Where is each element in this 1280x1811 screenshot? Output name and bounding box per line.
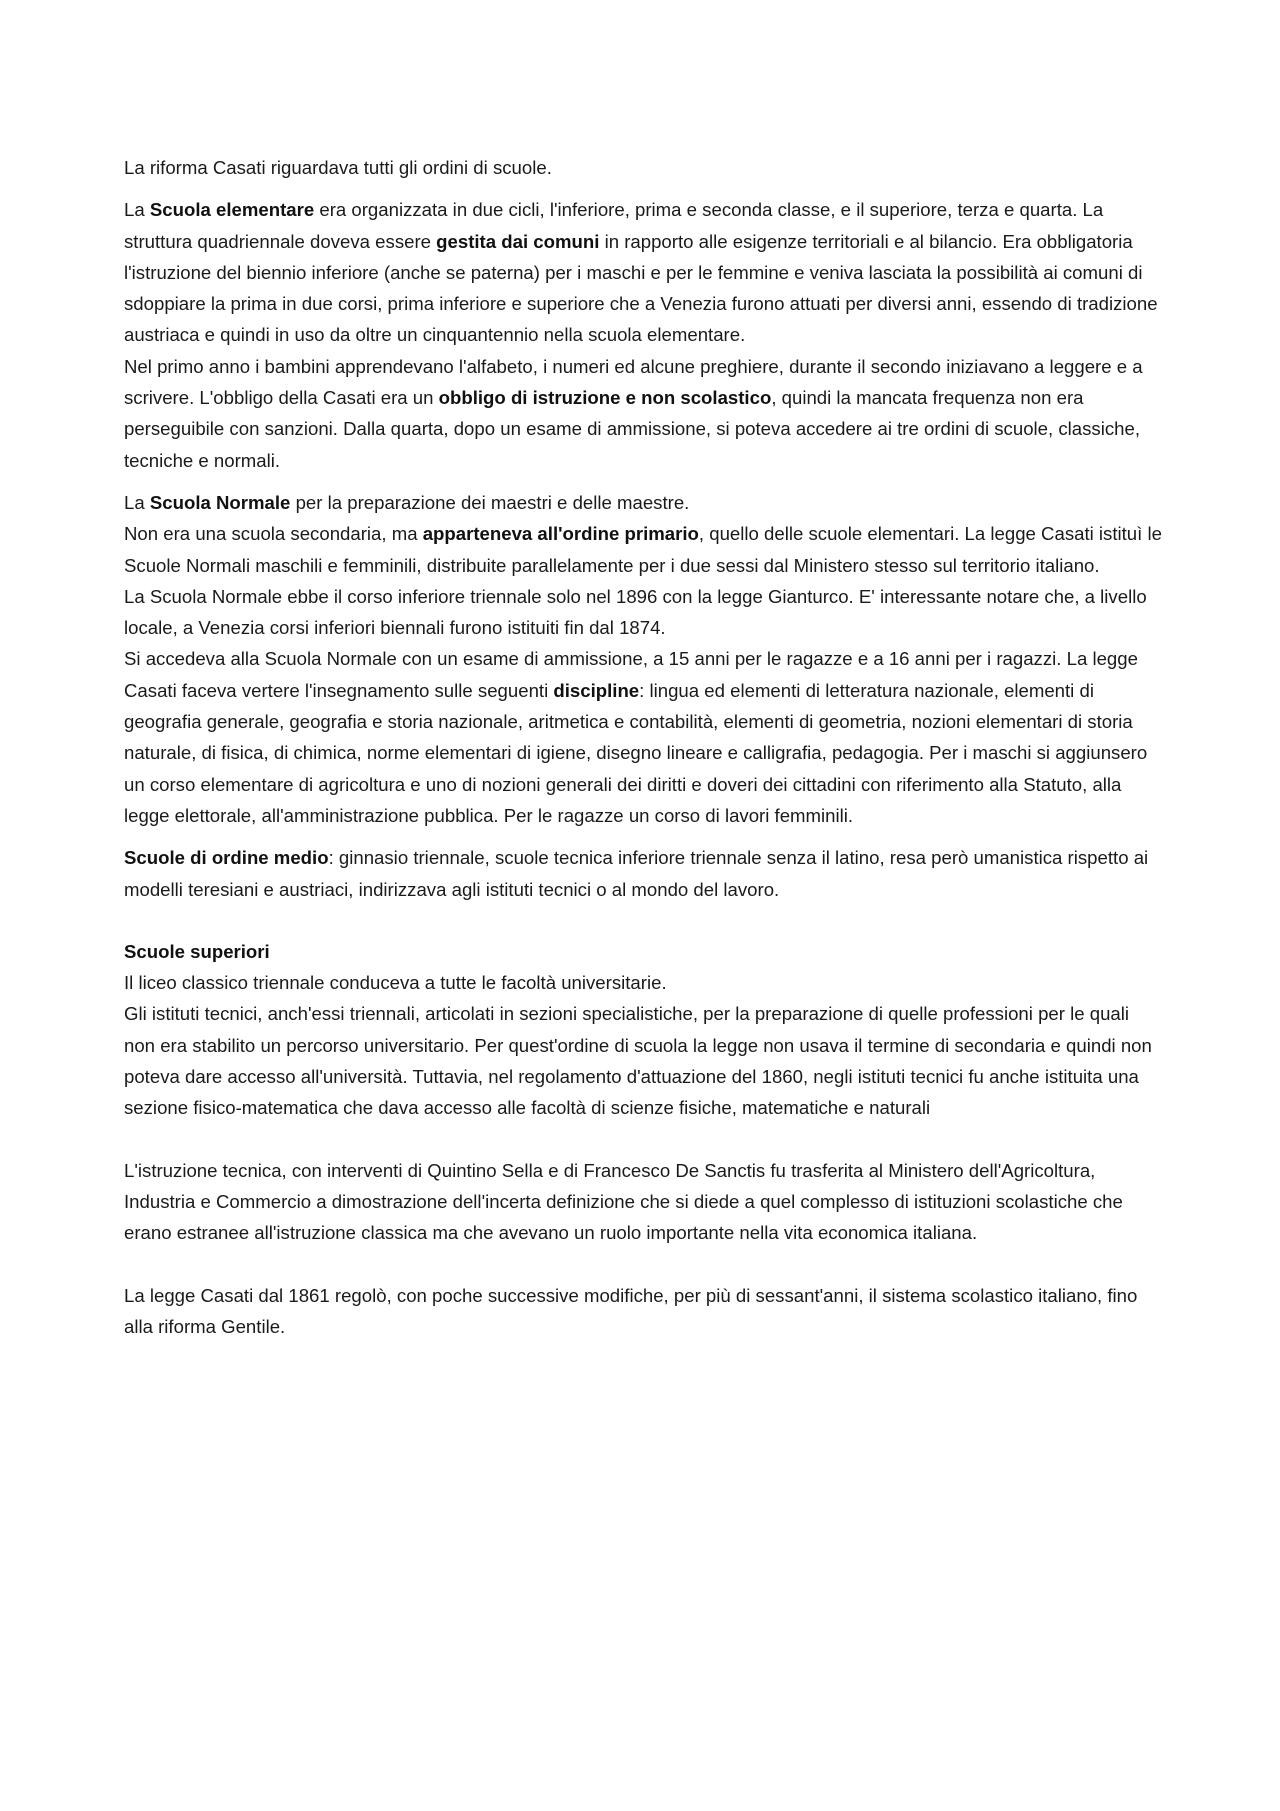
- bold-term: apparteneva all'ordine primario: [422, 523, 699, 545]
- paragraph-ordine-primario: [124, 518, 1164, 581]
- text-run: Non era una scuola secondaria, ma: [124, 523, 423, 545]
- text-run: Si accedeva alla Scuola Normale con un esame di ammissione, a 15 anni per le ragazze e a 16 anni per i ragazzi. La legge Casati faceva vertere l'insegnamento sulle seguenti: [124, 648, 1138, 701]
- text-run: era organizzata in due cicli, l'inferiore, prima e seconda classe, e il superiore, terza e quarta. La struttura quadriennale doveva essere: [124, 199, 1104, 252]
- bold-term: Scuola elementare: [149, 199, 315, 221]
- bold-term: Scuola Normale: [149, 491, 291, 513]
- bold-heading: Scuole superiori: [124, 940, 270, 962]
- heading-scuole-superiori: [124, 936, 1164, 967]
- paragraph-istituti-tecnici: Gli istituti tecnici, anch'essi triennali, articolati in sezioni specialistiche, per la preparazione di quelle professioni per le quali non era stabilito un percorso universitario. Per quest'ordine di scuola la legge non usava il termine di secondaria e quindi non poteva dare accesso all'università. Tuttavia, nel regolamento d'attuazione del 1860, negli istituti tecnici fu anche istituita una sezione fisico-matematica che dava accesso alle facoltà di scienze fisiche, matematiche e naturali: [124, 1003, 1152, 1119]
- paragraph-discipline: [124, 643, 1164, 831]
- spacer: [124, 1124, 1164, 1155]
- spacer: [124, 831, 1164, 842]
- paragraph-ordine-medio: [124, 842, 1164, 905]
- paragraph-intro: La riforma Casati riguardava tutti gli ordini di scuole.: [124, 157, 552, 178]
- spacer: [124, 905, 1164, 936]
- text-run: , quindi la mancata frequenza non era perseguibile con sanzioni. Dalla quarta, dopo un esame di ammissione, si poteva accedere ai tre ordini di scuole, classiche, tecniche e normali.: [124, 387, 1140, 471]
- paragraph-scuola-elementare: [124, 194, 1164, 350]
- bold-term: discipline: [553, 679, 640, 701]
- text-run: La: [124, 491, 150, 513]
- document-page: [124, 152, 1164, 1342]
- spacer: [124, 476, 1164, 487]
- paragraph-scuola-normale: [124, 487, 1164, 518]
- spacer: [124, 183, 1164, 194]
- paragraph-istruzione-tecnica: L'istruzione tecnica, con interventi di Quintino Sella e di Francesco De Sanctis fu trasferita al Ministero dell'Agricoltura, Industria e Commercio a dimostrazione dell'incerta definizione che si diede a quel complesso di istituzioni scolastiche che erano estranee all'istruzione classica ma che avevano un ruolo importante nella vita economica italiana.: [124, 1159, 1123, 1244]
- text-run: : ginnasio triennale, scuole tecnica inferiore triennale senza il latino, resa però umanistica rispetto ai modelli teresiani e austriaci, indirizzava agli istituti tecnici o al mondo del lavoro.: [124, 847, 1149, 900]
- bold-term: Scuole di ordine medio: [124, 847, 329, 869]
- text-run: : lingua ed elementi di letteratura nazionale, elementi di geografia generale, geografia e storia nazionale, aritmetica e contabilità, elementi di geometria, nozioni elementari di storia naturale, di fisica, di chimica, norme elementari di igiene, disegno lineare e calligrafia, pedagogia. Per i maschi si aggiunsero un corso elementare di agricoltura e uno di nozioni generali dei diritti e doveri dei cittadini con riferimento alla Statuto, alla legge elettorale, all'amministrazione pubblica. Per le ragazze un corso di lavori femminili.: [124, 679, 1148, 826]
- bold-term: obbligo di istruzione e non scolastico: [438, 387, 772, 409]
- text-run: Nel primo anno i bambini apprendevano l'alfabeto, i numeri ed alcune preghiere, durante il secondo iniziavano a leggere e a scrivere. L'obbligo della Casati era un: [124, 355, 1143, 409]
- paragraph-liceo-classico: Il liceo classico triennale conduceva a tutte le facoltà universitarie.: [124, 972, 667, 994]
- paragraph-primo-anno: [124, 351, 1164, 476]
- bold-term: gestita dai comuni: [436, 230, 600, 252]
- text-run: , quello delle scuole elementari. La legge Casati istituì le Scuole Normali maschili e femminili, distribuite parallelamente per i due sessi dal Ministero stesso sul territorio italiano.: [124, 523, 1162, 576]
- text-run: in rapporto alle esigenze territoriali e al bilancio. Era obbligatoria l'istruzione del biennio inferiore (anche se paterna) per i maschi e per le femmine e veniva lasciata la possibilità ai comuni di sdoppiare la prima in due corsi, prima inferiore e superiore che a Venezia furono attuati per diversi anni, essendo di tradizione austriaca e quindi in uso da oltre un cinquantennio nella scuola elementare.: [124, 230, 1158, 346]
- paragraph-corso-inferiore: La Scuola Normale ebbe il corso inferiore triennale solo nel 1896 con la legge Gianturco. E' interessante notare che, a livello locale, a Venezia corsi inferiori biennali furono istituiti fin dal 1874.: [124, 585, 1147, 639]
- paragraph-conclusione: La legge Casati dal 1861 regolò, con poche successive modifiche, per più di sessant'anni, il sistema scolastico italiano, fino alla riforma Gentile.: [124, 1284, 1138, 1337]
- text-run: La: [124, 199, 150, 221]
- spacer: [124, 1249, 1164, 1280]
- text-run: per la preparazione dei maestri e delle maestre.: [290, 491, 690, 513]
